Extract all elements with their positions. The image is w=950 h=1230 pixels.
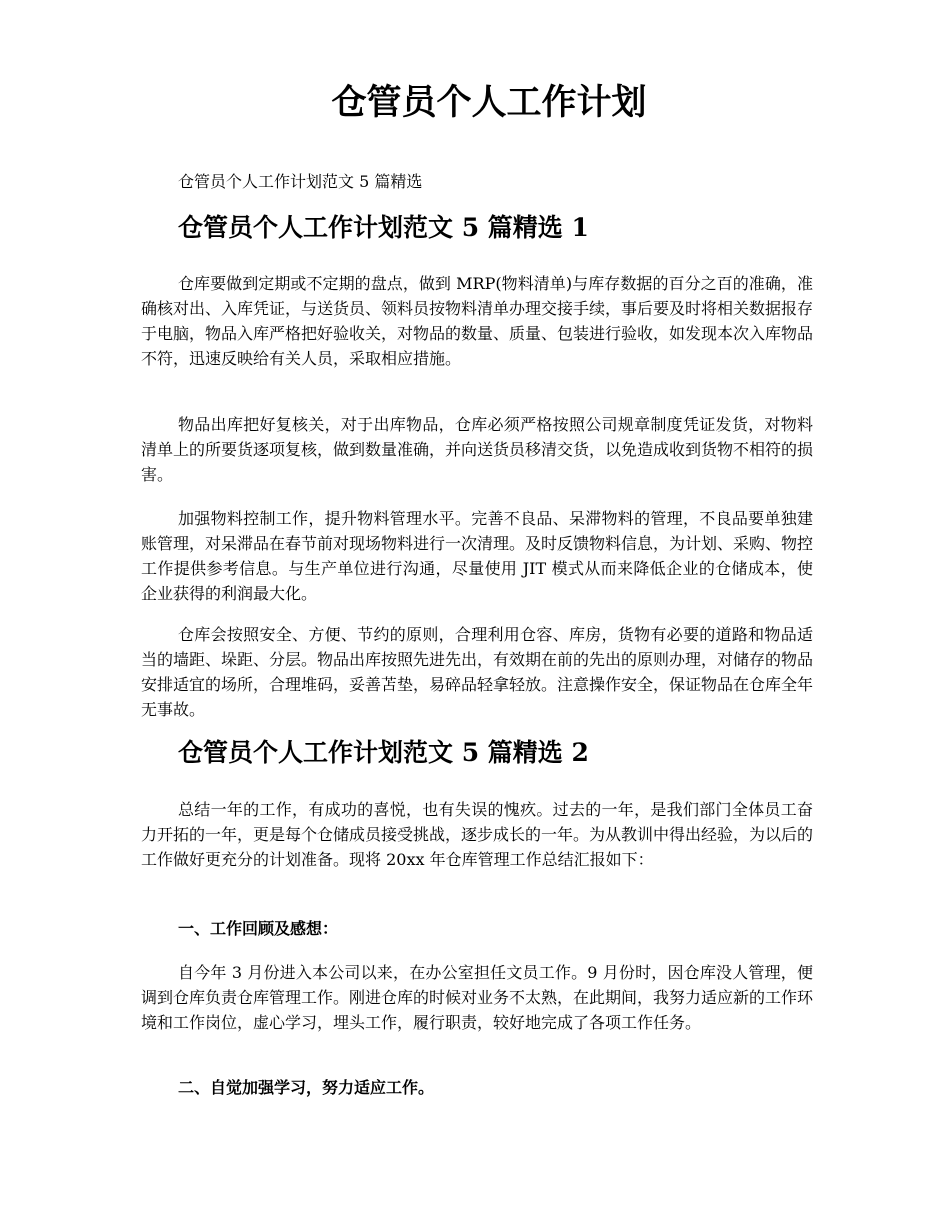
section-1-paragraph-2: 物品出库把好复核关，对于出库物品，仓库必须严格按照公司规章制度凭证发货，对物料清单上的所要货逐项复核，做到数量准确，并向送货员移清交货，以免造成收到货物不相符的损害。 xyxy=(141,415,814,484)
subsection-heading-2: 二、自觉加强学习，努力适应工作。 xyxy=(178,1078,435,1097)
document-title: 仓管员个人工作计划 xyxy=(331,82,647,123)
subsection-1-paragraph: 自今年 3 月份进入本公司以来，在办公室担任文员工作。9 月份时，因仓库没人管理，便调到仓库负责仓库管理工作。刚进仓库的时候对业务不太熟，在此期间，我努力适应新的工作环境和工作岗位，虚心学习，埋头工作，履行职责，较好地完成了各项工作任务。 xyxy=(141,963,814,1032)
section-heading-1: 仓管员个人工作计划范文 5 篇精选 1 xyxy=(178,213,589,242)
section-2-paragraph-1: 总结一年的工作，有成功的喜悦，也有失误的愧疚。过去的一年，是我们部门全体员工奋力开拓的一年，更是每个仓储成员接受挑战，逐步成长的一年。为从教训中得出经验，为以后的工作做好更充分的计划准备。现将 20xx 年仓库管理工作总结汇报如下： xyxy=(141,800,814,869)
section-1-paragraph-4: 仓库会按照安全、方便、节约的原则，合理利用仓容、库房，货物有必要的道路和物品适当的墙距、垛距、分层。物品出库按照先进先出，有效期在前的先出的原则办理，对储存的物品安排适宜的场所，合理堆码，妥善苫垫，易碎品轻拿轻放。注意操作安全，保证物品在仓库全年无事故。 xyxy=(141,625,814,719)
document-subtitle: 仓管员个人工作计划范文 5 篇精选 xyxy=(178,172,423,191)
section-1-paragraph-3: 加强物料控制工作，提升物料管理水平。完善不良品、呆滞物料的管理，不良品要单独建账管理，对呆滞品在春节前对现场物料进行一次清理。及时反馈物料信息，为计划、采购、物控工作提供参考信息。与生产单位进行沟通，尽量使用 JIT 模式从而来降低企业的仓储成本，使企业获得的利润最大化。 xyxy=(141,509,814,603)
section-1-paragraph-1: 仓库要做到定期或不定期的盘点，做到 MRP(物料清单)与库存数据的百分之百的准确，准确核对出、入库凭证，与送货员、领料员按物料清单办理交接手续，事后要及时将相关数据报存于电脑，物品入库严格把好验收关，对物品的数量、质量、包装进行验收，如发现本次入库物品不符，迅速反映给有关人员，采取相应措施。 xyxy=(141,274,814,368)
section-heading-2: 仓管员个人工作计划范文 5 篇精选 2 xyxy=(178,738,589,767)
subsection-heading-1: 一、工作回顾及感想： xyxy=(178,919,339,938)
